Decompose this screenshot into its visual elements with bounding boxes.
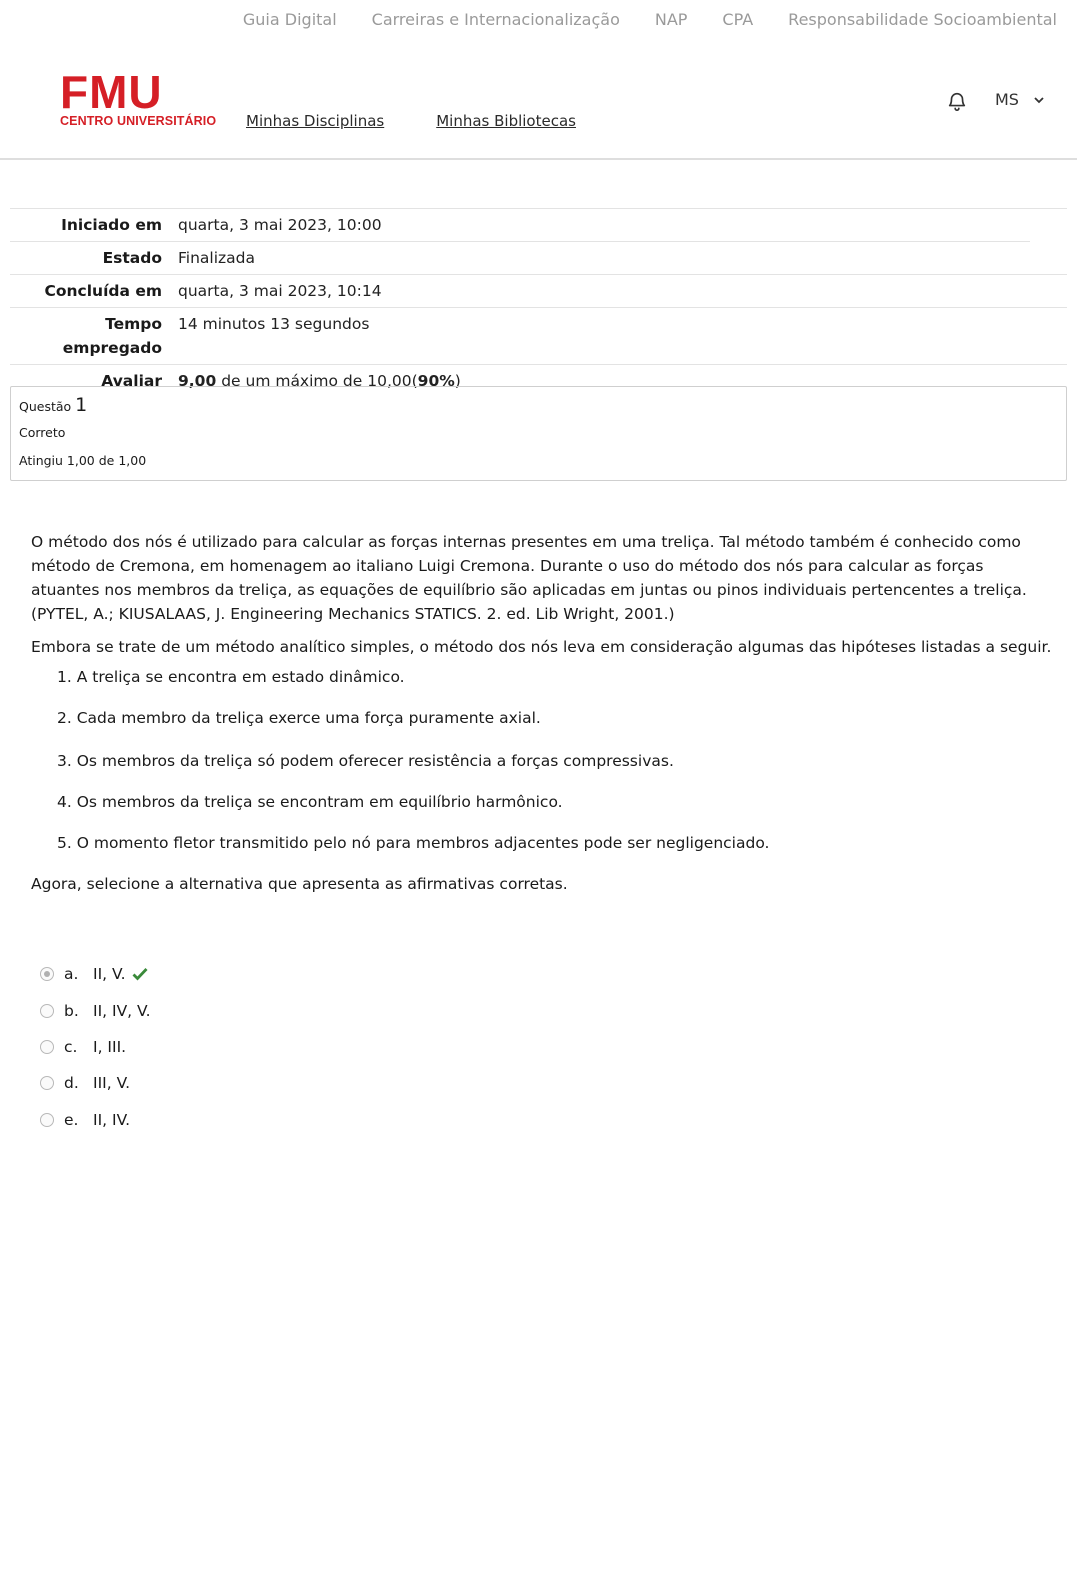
fmu-logo[interactable]: [60, 66, 217, 132]
completed-label: Concluída em: [44, 282, 162, 300]
state-label: Estado: [102, 249, 162, 267]
grade-percent: 90%: [417, 372, 455, 390]
user-initials: MS: [995, 90, 1019, 109]
time-label-line1: Tempo: [105, 315, 162, 333]
notification-bell-icon[interactable]: [946, 90, 968, 112]
answer-letter: a.: [64, 965, 79, 984]
top-link-guia-digital[interactable]: Guia Digital: [242, 10, 337, 29]
answer-option-c[interactable]: [40, 1029, 151, 1065]
list-item: 3. Os membros da treliça só podem oferecer resistência a forças compressivas.: [57, 752, 674, 770]
question-title: [19, 393, 1058, 419]
completed-value: quarta, 3 mai 2023, 10:14: [178, 282, 382, 300]
answer-letter: b.: [64, 1001, 79, 1020]
answer-letter: d.: [64, 1074, 79, 1093]
summary-row-started: [10, 209, 1030, 242]
chevron-down-icon: [1033, 94, 1045, 106]
grade-score: 9,00: [178, 372, 217, 390]
answer-option-b[interactable]: [40, 992, 151, 1028]
header: [0, 40, 1077, 160]
question-paragraph-1: O método dos nós é utilizado para calcular as forças internas presentes em uma treliça. Tal método também é conhecido como método de Cremona, em homenagem ao italiano Luigi Cremona. Durante o uso do método dos nós para calcular as forças atuantes nos membros da treliça, as equações de equilíbrio são aplicadas em juntas ou pinos individuais pertencentes a treliça. (PYTEL, A.; KIUSALAAS, J. Engineering Mechanics STATICS. 2. ed. Lib Wright, 2001.): [31, 533, 1027, 623]
radio-e[interactable]: [40, 1113, 54, 1127]
question-number: 1: [75, 394, 88, 416]
time-value: 14 minutos 13 segundos: [178, 315, 370, 333]
answer-option-e[interactable]: [40, 1102, 151, 1138]
question-paragraph-2: Embora se trate de um método analítico simples, o método dos nós leva em consideração algumas das hipóteses listadas a seguir.: [31, 638, 1052, 656]
answer-text: I, III.: [93, 1037, 127, 1056]
question-text: [31, 530, 1056, 905]
grade-middle: de um máximo de 10,00(: [221, 372, 418, 390]
correct-check-icon: [132, 967, 148, 981]
answer-letter: c.: [64, 1037, 78, 1056]
answer-options: [40, 956, 151, 1138]
question-mark: Atingiu 1,00 de 1,00: [19, 453, 147, 468]
grade-label: Avaliar: [101, 372, 162, 390]
summary-row-completed: [10, 275, 1067, 308]
hypotheses-list: [57, 665, 1056, 872]
list-item: 5. O momento fletor transmitido pelo nó para membros adjacentes pode ser negligenciado.: [57, 834, 770, 852]
radio-c[interactable]: [40, 1040, 54, 1054]
radio-a[interactable]: [40, 967, 54, 981]
logo-wordmark: FMU: [60, 66, 163, 118]
user-menu[interactable]: [995, 90, 1045, 109]
grade-end: ): [454, 372, 461, 390]
top-link-cpa[interactable]: CPA: [722, 10, 754, 29]
summary-row-time: [10, 308, 1067, 365]
answer-option-a[interactable]: [40, 956, 151, 992]
answer-text: II, IV, V.: [93, 1001, 151, 1020]
list-item: 2. Cada membro da treliça exerce uma força puramente axial.: [57, 709, 541, 727]
top-links: [243, 10, 1057, 29]
answer-text: II, IV.: [93, 1110, 131, 1129]
started-value: quarta, 3 mai 2023, 10:00: [178, 216, 382, 234]
answer-letter: e.: [64, 1110, 79, 1129]
started-label: Iniciado em: [61, 216, 162, 234]
question-prompt: Agora, selecione a alternativa que apresenta as afirmativas corretas.: [31, 875, 568, 893]
radio-d[interactable]: [40, 1076, 54, 1090]
question-label: Questão: [19, 399, 72, 414]
top-link-nap[interactable]: NAP: [654, 10, 688, 29]
state-value: Finalizada: [178, 249, 256, 267]
time-label-line2: empregado: [62, 339, 162, 357]
nav-minhas-disciplinas[interactable]: Minhas Disciplinas: [246, 112, 385, 130]
answer-text: III, V.: [93, 1074, 131, 1093]
answer-option-d[interactable]: [40, 1065, 151, 1101]
answer-text: II, V.: [93, 965, 126, 984]
time-label: [10, 308, 162, 364]
attempt-summary: [10, 208, 1067, 397]
radio-b[interactable]: [40, 1004, 54, 1018]
list-item: 4. Os membros da treliça se encontram em equilíbrio harmônico.: [57, 793, 563, 811]
top-link-responsabilidade[interactable]: Responsabilidade Socioambiental: [788, 10, 1057, 29]
summary-row-state: [10, 242, 1067, 275]
question-status: Correto: [19, 425, 66, 440]
nav-minhas-bibliotecas[interactable]: Minhas Bibliotecas: [436, 112, 576, 130]
list-item: 1. A treliça se encontra em estado dinâmico.: [57, 668, 405, 686]
main-nav: [246, 112, 576, 130]
question-info-box: [10, 386, 1067, 481]
logo-subtitle: CENTRO UNIVERSITÁRIO: [60, 114, 217, 128]
top-link-carreiras[interactable]: Carreiras e Internacionalização: [371, 10, 620, 29]
